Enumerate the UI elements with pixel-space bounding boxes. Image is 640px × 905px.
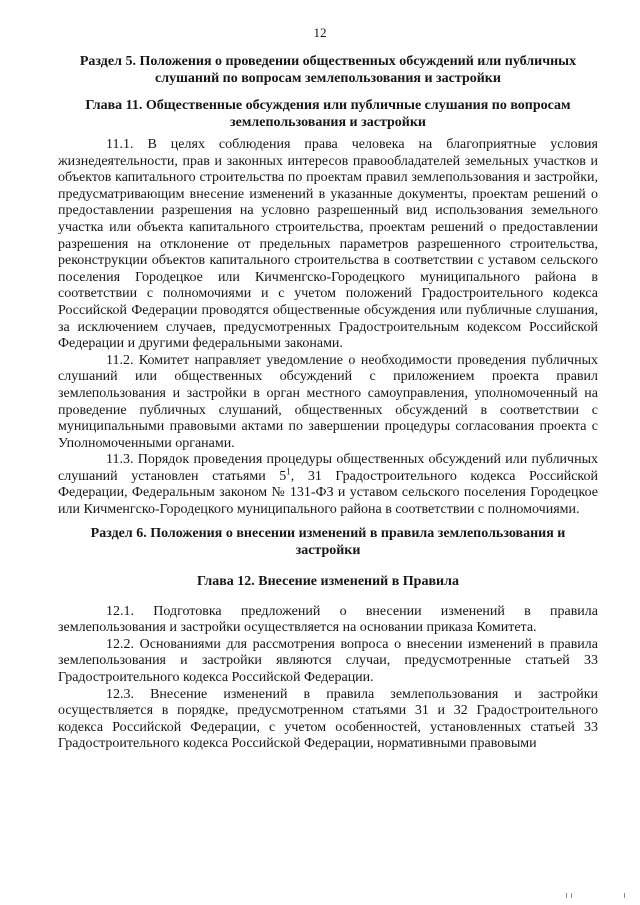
- paragraph-11-1: 11.1. В целях соблюдения права человека на благоприятные условия жизнедеятельности, прав и законных интересов правообладателей земельных участков и объектов капитального строительства по проектам правил землепользования и застройки, предусматривающим внесение изменений в указанные документы, проектам решений о предоставлении разрешения на условно разрешенный вид использования земельного участка или объекта капитального строительства, проектам решений о предоставлении разрешения на отклонение от предельных параметров разрешенного строительства, реконструкции объектов капитального строительства в соответствии с уставом сельского поселения Городецкое или Кичменгско-Городецкого муниципального района в соответствии с полномочиями и с учетом положений Градостроительного кодекса Российской Федерации проводятся общественные обсуждения или публичные слушания, за исключением случаев, предусмотренных Градостроительным кодексом Российской Федерации и другими федеральными законами.: [58, 137, 598, 352]
- scan-specks: [560, 893, 640, 901]
- article-superscript: 1: [286, 466, 291, 477]
- paragraph-11-2: 11.2. Комитет направляет уведомление о необходимости проведения публичных слушаний или общественных обсуждений с приложением проекта правил землепользования и застройки в орган местного самоуправления, уполномоченный на проведение публичных слушаний, общественных обсуждений в соответствии с муниципальными правовыми актами по завершении процедуры согласования проекта с Уполномоченными органами.: [58, 352, 598, 451]
- page-number: 12: [313, 25, 327, 40]
- paragraph-12-3: 12.3. Внесение изменений в правила землепользования и застройки осуществляется в порядке, предусмотренном статьями 31 и 32 Градостроительного кодекса Российской Федерации, с учетом особенностей, установленных статьей 33 Градостроительного кодекса Российской Федерации, нормативными правовыми: [58, 686, 598, 752]
- section-6-heading: Раздел 6. Положения о внесении изменений в правила землепользования и застройки: [90, 525, 566, 558]
- speck-mark: [571, 893, 572, 898]
- paragraph-11-3-start: 11.3. Порядок проведения процедуры общественных обсуждений или публичных слушаний установлен статьями 5: [58, 452, 598, 484]
- speck-mark: [624, 893, 625, 898]
- paragraph-12-2: 12.2. Основаниями для рассмотрения вопроса о внесении изменений в правила землепользования и застройки являются случаи, предусмотренные статьей 33 Градостроительного кодекса Российской Федерации.: [58, 636, 598, 686]
- chapter-11-heading: Глава 11. Общественные обсуждения или публичные слушания по вопросам землепользования и застройки: [85, 98, 571, 130]
- paragraph-11-3-end: , 31 Градостроительного кодекса Российской Федерации, Федеральным законом № 131-ФЗ и уставом сельского поселения Городецкое или Кичменгско-Городецкого муниципального района в соответствии с полномочиями.: [58, 468, 598, 518]
- paragraph-12-1: 12.1. Подготовка предложений о внесении изменений в правила землепользования и застройки осуществляется на основании приказа Комитета.: [58, 603, 598, 636]
- section-5-heading: Раздел 5. Положения о проведении общественных обсуждений или публичных слушаний по вопросам землепользования и застройки: [79, 54, 577, 86]
- paragraph-11-3: [58, 452, 598, 518]
- document-body: [58, 53, 598, 753]
- chapter-12-heading: Глава 12. Внесение изменений в Правила: [197, 573, 459, 589]
- speck-mark: [566, 893, 567, 898]
